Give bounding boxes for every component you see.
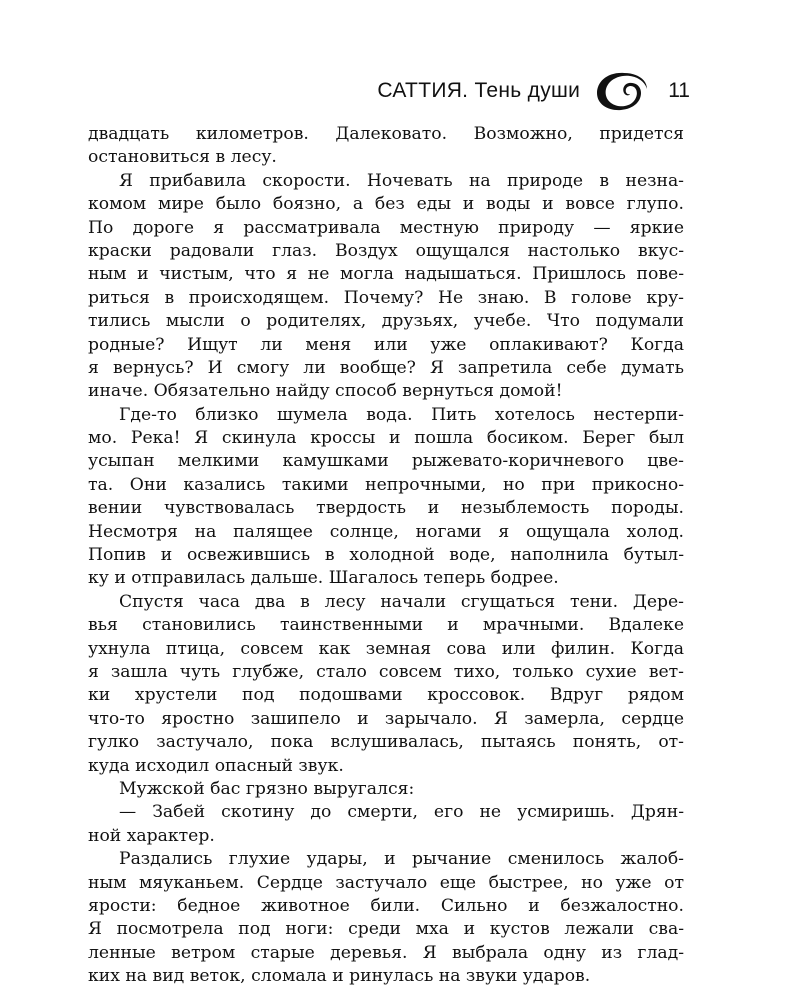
text-line: что-то яростно зашипело и зарычало. Я замерла, сердце — [88, 708, 684, 729]
text-line: вья становились таинственными и мрачными. Вдалеке — [88, 615, 684, 636]
text-line: я вернусь? И смогу ли вообще? Я запретила себе думать — [88, 357, 684, 378]
body-text — [88, 123, 684, 988]
text-line: гулко застучало, пока вслушивалась, пытаясь понять, от- — [88, 732, 684, 753]
swirl-logo-icon — [594, 70, 650, 112]
text-line: По дороге я рассматривала местную природу — яркие — [88, 217, 684, 238]
running-header — [377, 70, 690, 112]
text-line: я зашла чуть глубже, стало совсем тихо, только сухие вет- — [88, 661, 684, 682]
text-line: комом мире было боязно, а без еды и воды и вовсе глупо. — [88, 194, 684, 215]
text-line: вении чувствовалась твердость и незыблемость породы. — [88, 498, 684, 519]
running-title: САТТИЯ. Тень души — [377, 79, 581, 102]
text-line: — Забей скотину до смерти, его не усмиришь. Дрян- — [119, 802, 684, 823]
text-line: ки хрустели под подошвами кроссовок. Вдруг рядом — [88, 685, 684, 706]
text-line: ухнула птица, совсем как земная сова или филин. Когда — [88, 638, 684, 659]
text-line: ным и чистым, что я не могла надышаться. Пришлось пове- — [88, 264, 684, 285]
text-line: ным мяуканьем. Сердце застучало еще быстрее, но уже от — [88, 872, 684, 893]
text-line: куда исходил опасный звук. — [88, 755, 344, 776]
text-line: ких на вид веток, сломала и ринулась на звуки ударов. — [88, 966, 591, 987]
text-line: мо. Река! Я скинула кроссы и пошла босиком. Берег был — [88, 428, 684, 449]
text-line: риться в происходящем. Почему? Не знаю. В голове кру- — [88, 287, 684, 308]
text-line: Несмотря на палящее солнце, ногами я ощущала холод. — [88, 521, 684, 542]
text-line: Я прибавила скорости. Ночевать на природе в незна- — [119, 170, 684, 191]
text-line: Я посмотрела под ноги: среди мха и кустов лежали сва- — [88, 919, 684, 940]
text-line: Спустя часа два в лесу начали сгущаться тени. Дере- — [119, 591, 684, 612]
text-line: Мужской бас грязно выругался: — [119, 778, 415, 799]
text-line: двадцать километров. Далековато. Возможно, придется — [88, 124, 684, 144]
page-number: 11 — [668, 79, 690, 102]
text-line: Раздались глухие удары, и рычание сменилось жалоб- — [119, 849, 684, 870]
text-line: усыпан мелкими камушками рыжевато-коричневого цве- — [88, 451, 684, 472]
text-line: та. Они казались такими непрочными, но при прикосно- — [88, 474, 684, 495]
text-line: остановиться в лесу. — [88, 147, 277, 168]
text-line: иначе. Обязательно найду способ вернуться домой! — [88, 381, 563, 402]
text-line: Попив и освежившись в холодной воде, наполнила бутыл- — [88, 545, 684, 566]
text-line: ленные ветром старые деревья. Я выбрала одну из глад- — [88, 942, 684, 963]
text-line: краски радовали глаз. Воздух ощущался настолько вкус- — [88, 240, 684, 261]
text-line: ярости: бедное животное били. Сильно и безжалостно. — [88, 895, 684, 916]
text-line: ной характер. — [88, 825, 215, 846]
text-line: тились мысли о родителях, друзьях, учебе. Что подумали — [88, 311, 684, 332]
text-line: ку и отправилась дальше. Шагалось теперь бодрее. — [88, 568, 559, 589]
text-line: Где-то близко шумела вода. Пить хотелось нестерпи- — [119, 404, 684, 425]
text-line: родные? Ищут ли меня или уже оплакивают? Когда — [88, 334, 684, 355]
